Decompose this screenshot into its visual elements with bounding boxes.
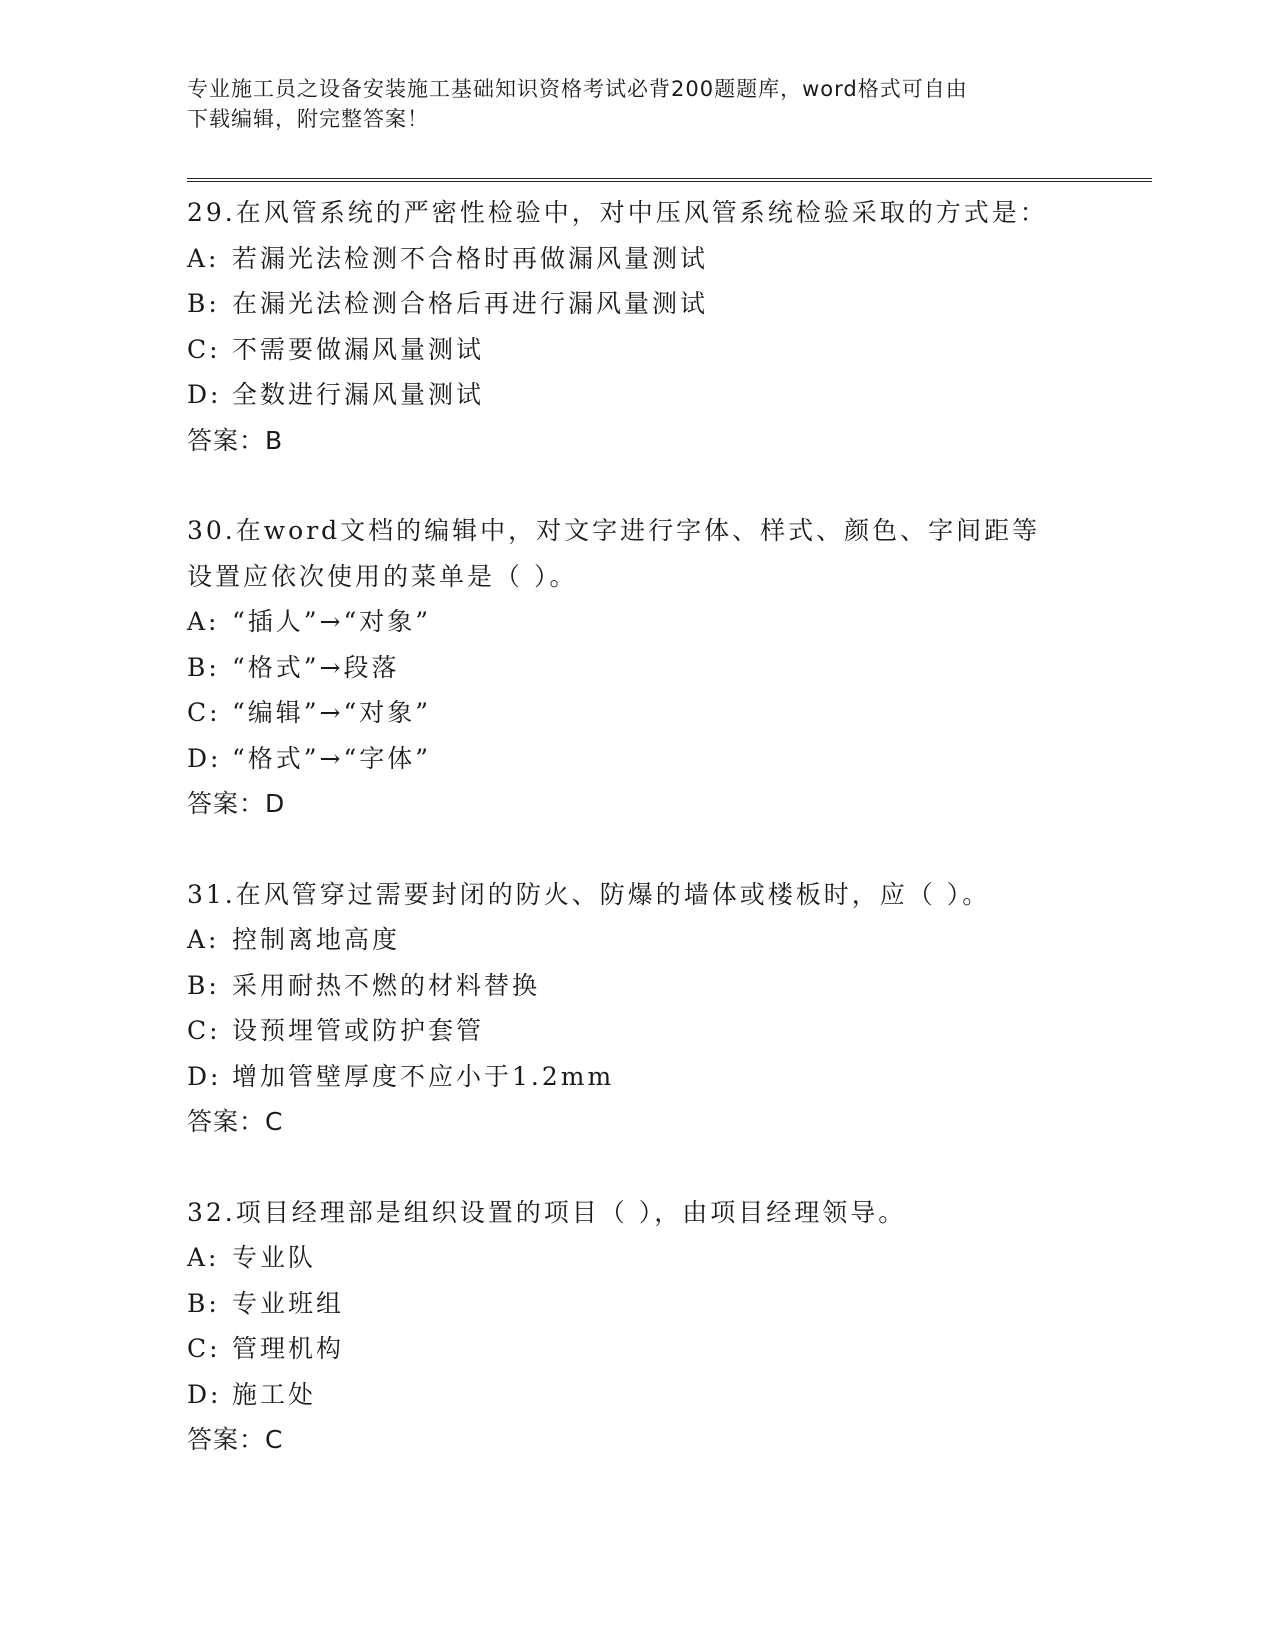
option-key: D: (187, 1379, 222, 1409)
question-stem: 32.项目经理部是组织设置的项目（ ），由项目经理领导。 (187, 1197, 907, 1227)
header-line-2: 下载编辑，附完整答案！ (187, 107, 429, 131)
option-text: 施工处 (232, 1379, 317, 1409)
option-a (187, 917, 1067, 963)
option-c (187, 1326, 1067, 1372)
option-d (187, 1054, 1067, 1100)
question-list (187, 190, 1067, 1508)
option-text: “插人”→“对象” (232, 607, 432, 636)
option-key: A: (187, 243, 220, 273)
option-c (187, 690, 1067, 736)
option-c (187, 1008, 1067, 1054)
option-b (187, 1281, 1067, 1327)
answer-text: 答案：D (187, 789, 286, 818)
answer-text: 答案：C (187, 1425, 284, 1454)
option-a (187, 1235, 1067, 1281)
option-text: 专业班组 (232, 1288, 345, 1318)
option-key: C: (187, 1016, 221, 1045)
question-stem-continued: 设置应依次使用的菜单是（ ）。 (187, 561, 578, 591)
option-text: “编辑”→“对象” (232, 698, 432, 727)
question-31 (187, 872, 1067, 1145)
option-a (187, 599, 1067, 645)
option-text: 若漏光法检测不合格时再做漏风量测试 (232, 243, 709, 273)
option-key: D: (187, 380, 222, 409)
option-key: A: (187, 1243, 220, 1272)
option-key: A: (187, 925, 220, 954)
option-b (187, 963, 1067, 1009)
option-c (187, 327, 1067, 373)
option-key: D: (187, 743, 222, 773)
option-key: C: (187, 334, 221, 364)
option-text: “格式”→“字体” (232, 743, 432, 773)
option-text: 专业队 (232, 1243, 317, 1272)
option-d (187, 736, 1067, 782)
option-key: B: (187, 970, 220, 1000)
option-text: 增加管壁厚度不应小于1.2mm (232, 1061, 615, 1091)
option-key: A: (187, 607, 220, 636)
document-header (187, 74, 1067, 134)
answer-text: 答案：B (187, 425, 284, 455)
option-key: D: (187, 1061, 222, 1091)
option-d (187, 372, 1067, 418)
answer-text: 答案：C (187, 1107, 284, 1136)
header-divider (187, 178, 1152, 182)
question-stem: 29.在风管系统的严密性检验中，对中压风管系统检验采取的方式是： (187, 198, 1048, 227)
question-32 (187, 1190, 1067, 1463)
option-text: 采用耐热不燃的材料替换 (232, 970, 541, 1000)
option-text: 在漏光法检测合格后再进行漏风量测试 (232, 289, 709, 318)
option-key: B: (187, 1288, 220, 1318)
question-stem: 30.在word文档的编辑中，对文字进行字体、样式、颜色、字间距等 (187, 516, 1041, 545)
option-a (187, 236, 1067, 282)
option-key: B: (187, 289, 220, 318)
question-stem: 31.在风管穿过需要封闭的防火、防爆的墙体或楼板时，应（ ）。 (187, 879, 991, 909)
option-text: 设预埋管或防护套管 (232, 1016, 485, 1045)
option-d (187, 1372, 1067, 1418)
option-key: C: (187, 1334, 221, 1363)
option-text: 控制离地高度 (232, 925, 401, 954)
option-b (187, 281, 1067, 327)
option-b (187, 645, 1067, 691)
option-text: 管理机构 (232, 1334, 345, 1363)
question-30 (187, 508, 1067, 827)
header-line-1: 专业施工员之设备安装施工基础知识资格考试必背200题题库，word格式可自由 (187, 77, 968, 101)
option-text: 不需要做漏风量测试 (232, 334, 485, 364)
option-key: B: (187, 652, 220, 682)
option-text: “格式”→段落 (232, 652, 400, 682)
option-key: C: (187, 698, 221, 727)
question-29 (187, 190, 1067, 463)
option-text: 全数进行漏风量测试 (232, 380, 485, 409)
